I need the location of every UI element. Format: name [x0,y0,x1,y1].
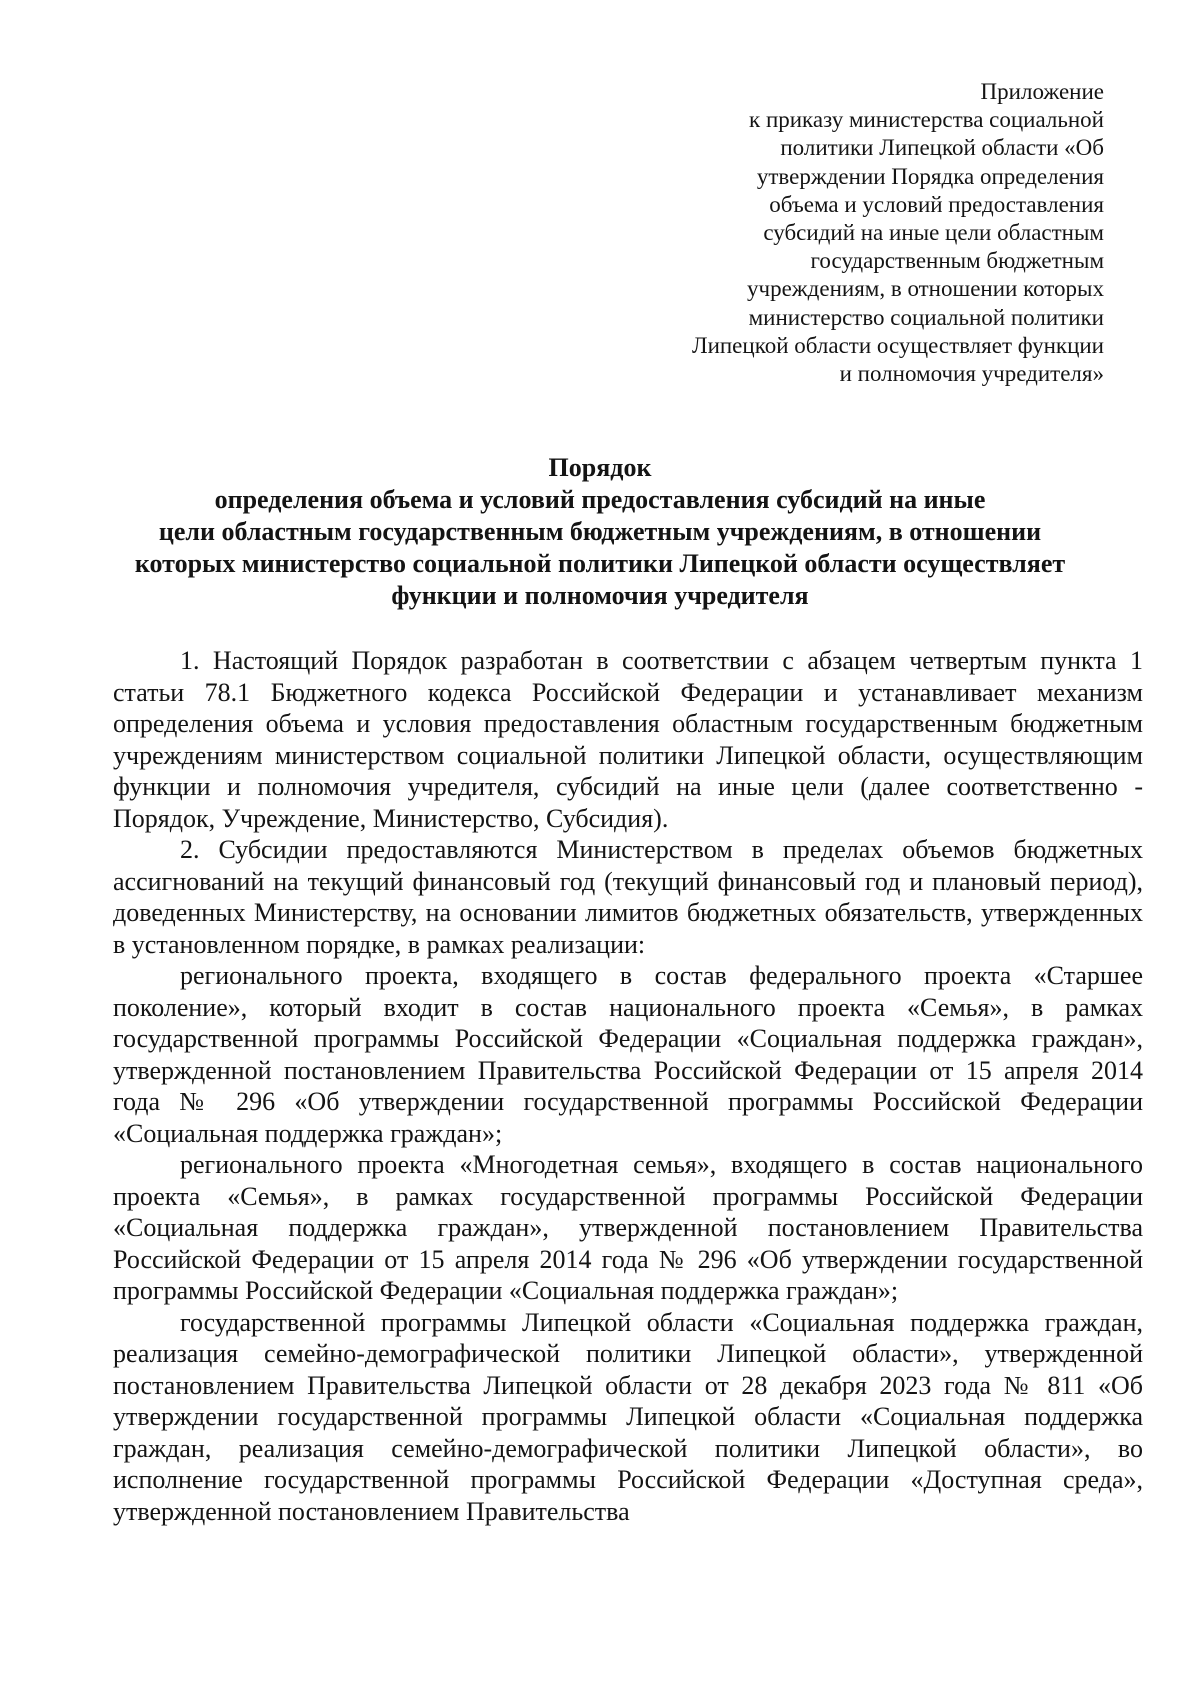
document-body [113,645,1143,1527]
paragraph: регионального проекта «Многодетная семья», входящего в состав национального проекта «Семья», в рамках государственной программы Российской Федерации «Социальная поддержка граждан», утвержденной постановлением Правительства Российской Федерации от 15 апреля 2014 года № 296 «Об утверждении государственной программы Российской Федерации «Социальная поддержка граждан»; [113,1150,1143,1305]
appendix-line: министерство социальной политики [748,304,1104,330]
document-title [100,452,1100,612]
title-heading: Порядок [548,453,652,482]
title-line: цели областным государственным бюджетным учреждениям, в отношении [158,517,1042,546]
paragraph: 2. Субсидии предоставляются Министерством в пределах объемов бюджетных ассигнований на текущий финансовый год (текущий финансовый год и плановый период), доведенных Министерству, на основании лимитов бюджетных обязательств, утвержденных в установленном порядке, в рамках реализации: [113,835,1143,959]
appendix-line: объема и условий предоставления [769,191,1104,217]
appendix-line: учреждениям, в отношении которых [747,276,1104,302]
appendix-line: Липецкой области осуществляет функции [691,332,1104,358]
paragraph: регионального проекта, входящего в состав федерального проекта «Старшее поколение», который входит в состав национального проекта «Семья», в рамках государственной программы Российской Федерации «Социальная поддержка граждан», утвержденной постановлением Правительства Российской Федерации от 15 апреля 2014 года № 296 «Об утверждении государственной программы Российской Федерации «Социальная поддержка граждан»; [113,961,1143,1148]
title-line: функции и полномочия учредителя [391,581,809,610]
appendix-line: Приложение [980,79,1104,104]
appendix-line: к приказу министерства социальной [749,107,1104,133]
appendix-line: политики Липецкой области «Об [780,135,1104,161]
appendix-line: государственным бюджетным [810,248,1104,274]
title-line: определения объема и условий предоставления субсидий на иные [214,485,986,514]
paragraph: 1. Настоящий Порядок разработан в соответствии с абзацем четвертым пункта 1 статьи 78.1 Бюджетного кодекса Российской Федерации и устанавливает механизм определения объема и условия предоставления областным государственным бюджетным учреждениям министерством социальной политики Липецкой области, осуществляющим функции и полномочия учредителя, субсидий на иные цели (далее соответственно - Порядок, Учреждение, Министерство, Субсидия). [113,646,1143,833]
appendix-note [644,78,1104,388]
paragraph: государственной программы Липецкой области «Социальная поддержка граждан, реализация семейно-демографической политики Липецкой области», утвержденной постановлением Правительства Липецкой области от 28 декабря 2023 года № 811 «Об утверждении государственной программы Липецкой области «Социальная поддержка граждан, реализация семейно-демографической политики Липецкой области», во исполнение государственной программы Российской Федерации «Доступная среда», утвержденной постановлением Правительства [113,1307,1143,1526]
title-line: которых министерство социальной политики Липецкой области осуществляет [134,549,1066,578]
appendix-line: и полномочия учредителя» [839,361,1104,387]
appendix-line: субсидий на иные цели областным [763,220,1104,246]
appendix-line: утверждении Порядка определения [756,163,1104,189]
